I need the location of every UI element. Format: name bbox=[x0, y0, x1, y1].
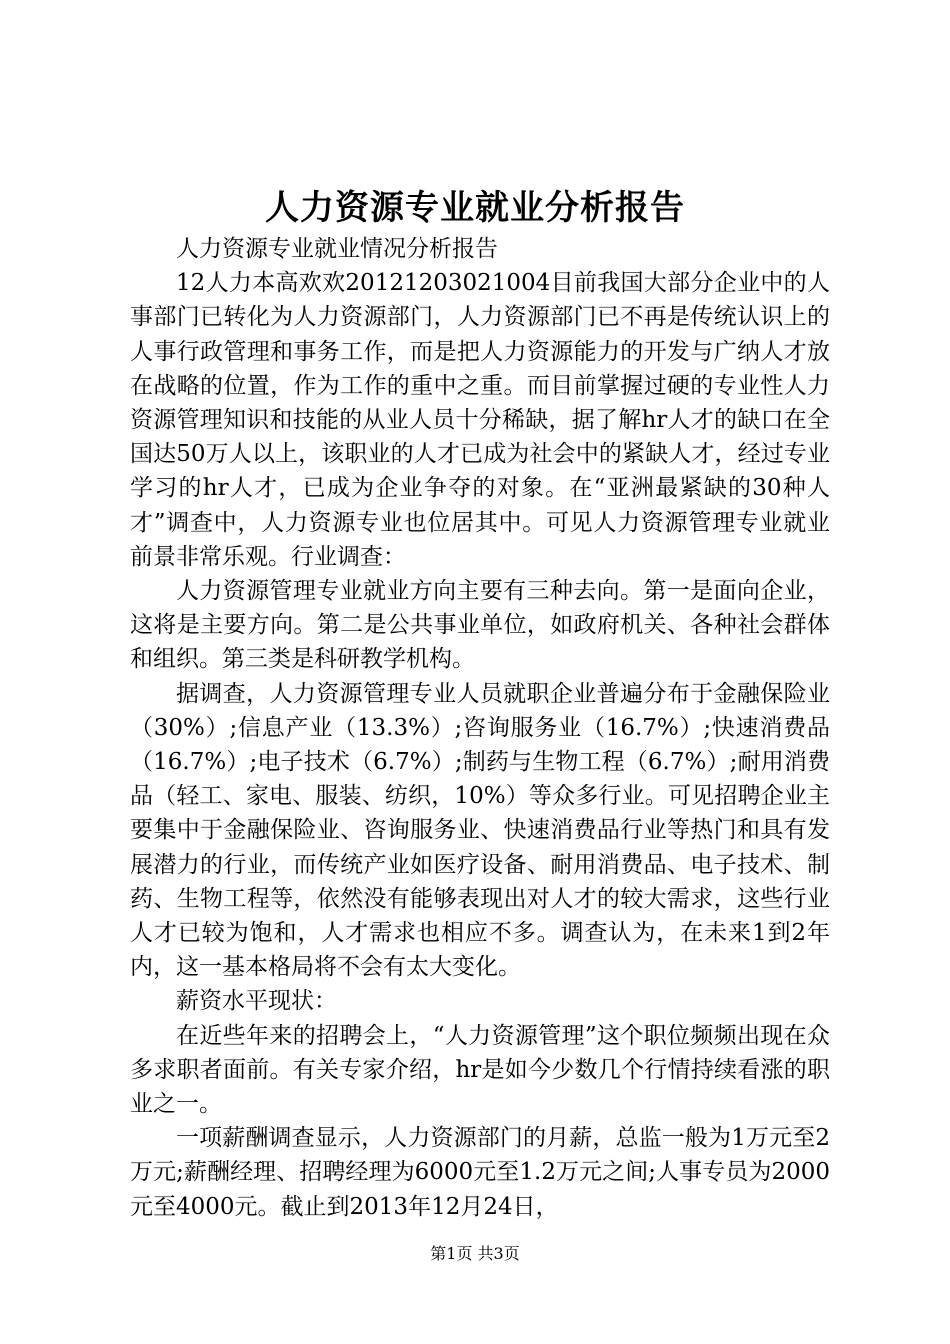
paragraph-industry-survey: 据调查，人力资源管理专业人员就职企业普遍分布于金融保险业（30%）;信息产业（13.3%）;咨询服务业（16.7%）;快速消费品（16.7%）;电子技术（6.7%）;制药与生物工程（6.7%）;耐用消费品（轻工、家电、服装、纺织，10%）等众多行业。可见招聘企业主要集中于金融保险业、咨询服务业、快速消费品行业等热门和具有发展潜力的行业，而传统产业如医疗设备、耐用消费品、电子技术、制药、生物工程等，依然没有能够表现出对人才的较大需求，这些行业人才已较为饱和，人才需求也相应不多。调查认为，在未来1到2年内，这一基本格局将不会有太大变化。 bbox=[130, 680, 830, 981]
paragraph-subtitle: 人力资源专业就业情况分析报告 bbox=[176, 236, 498, 262]
page-footer: 第1页 共3页 bbox=[430, 1244, 520, 1263]
paragraph-job-fairs: 在近些年来的招聘会上，“人力资源管理”这个职位频频出现在众多求职者面前。有关专家介绍，hr是如今少数几个行情持续看涨的职业之一。 bbox=[130, 1022, 830, 1118]
document-title: 人力资源专业就业分析报告 bbox=[265, 188, 685, 228]
paragraph-directions: 人力资源管理专业就业方向主要有三种去向。第一是面向企业，这将是主要方向。第二是公共事业单位，如政府机关、各种社会群体和组织。第三类是科研教学机构。 bbox=[130, 578, 830, 673]
paragraph-salary-heading: 薪资水平现状： bbox=[176, 988, 337, 1015]
paragraph-intro: 12人力本高欢欢20121203021004目前我国大部分企业中的人事部门已转化为人力资源部门，人力资源部门已不再是传统认识上的人事行政管理和事务工作，而是把人力资源能力的开发与广纳人才放在战略的位置，作为工作的重中之重。而目前掌握过硬的专业性人力资源管理知识和技能的从业人员十分稀缺，据了解hr人才的缺口在全国达50万人以上，该职业的人才已成为社会中的紧缺人才，经过专业学习的hr人才，已成为企业争夺的对象。在“亚洲最紧缺的30种人才”调查中，人力资源专业也位居其中。可见人力资源管理专业就业前景非常乐观。行业调查： bbox=[130, 270, 830, 570]
document-body bbox=[130, 232, 830, 1224]
paragraph-salary-survey: 一项薪酬调查显示，人力资源部门的月薪，总监一般为1万元至2万元;薪酬经理、招聘经理为6000元至1.2万元之间;人事专员为2000元至4000元。截止到2013年12月24日， bbox=[130, 1125, 830, 1220]
